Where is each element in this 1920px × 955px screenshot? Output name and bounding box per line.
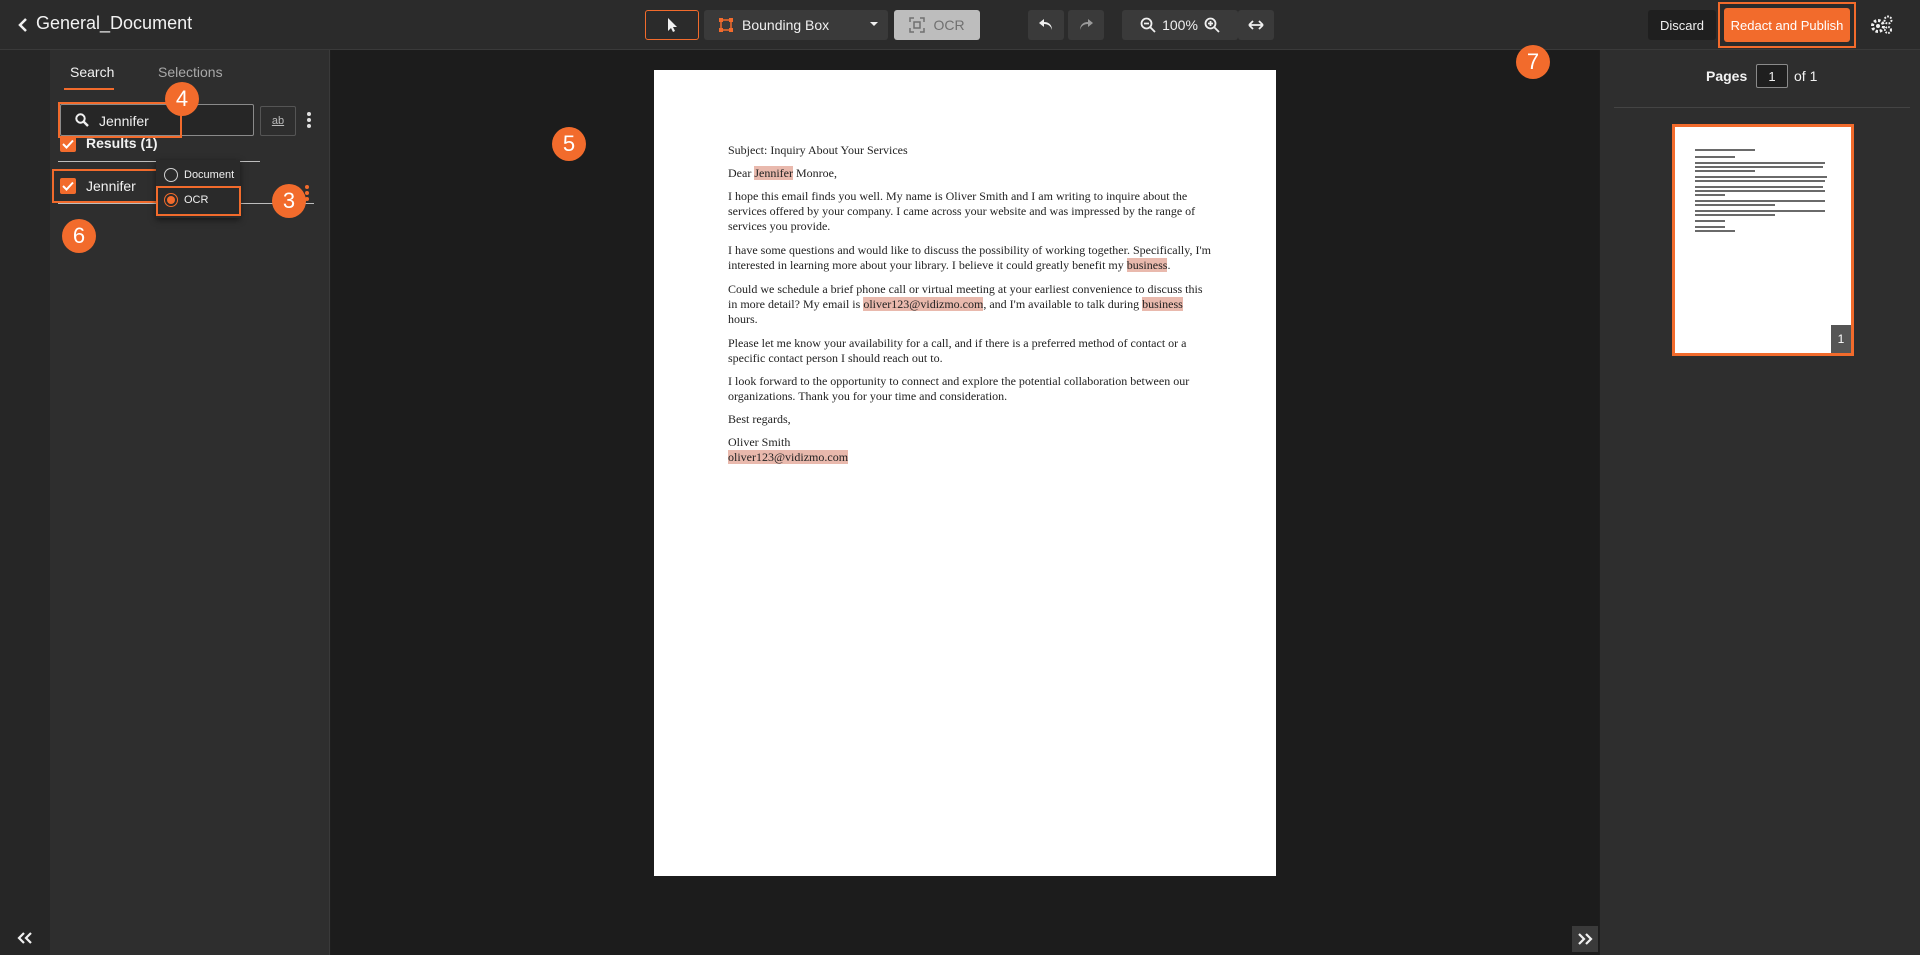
doc-signature-email (728, 450, 1208, 465)
fit-width-button[interactable] (1238, 10, 1274, 40)
zoom-level: 100% (1162, 17, 1198, 33)
bounding-box-icon (718, 17, 734, 33)
match-case-button[interactable]: ab (260, 106, 296, 136)
radio-document[interactable] (164, 168, 178, 182)
result-item-checkbox[interactable] (60, 178, 76, 194)
thumbnail-page-number: 1 (1831, 325, 1851, 353)
redaction-highlight[interactable]: oliver123@vidizmo.com (728, 450, 849, 464)
tab-search[interactable]: Search (70, 64, 115, 80)
option-document[interactable]: Document (164, 165, 234, 185)
redo-icon (1078, 18, 1094, 32)
results-header: Results (1) (86, 135, 158, 151)
ocr-scan-icon (909, 17, 925, 33)
left-rail (0, 50, 50, 955)
redaction-highlight[interactable]: oliver123@vidizmo.com (863, 297, 984, 311)
doc-signature-name: Oliver Smith (728, 435, 791, 449)
doc-subject: Subject: Inquiry About Your Services (728, 143, 908, 157)
redact-and-publish-button[interactable]: Redact and Publish (1724, 8, 1850, 42)
doc-paragraph-2: I have some questions and would like to discuss the possibility of working together. Specifically, I'm interested in learning more about your library. I believe it could greatly benefit my business. (728, 243, 1211, 272)
gears-icon (1870, 15, 1894, 35)
zoom-controls (1122, 10, 1238, 40)
double-chevron-right-icon (1577, 932, 1593, 946)
active-tab-indicator (64, 88, 114, 90)
page-number-input[interactable]: 1 (1756, 64, 1788, 88)
undo-button[interactable] (1028, 10, 1064, 40)
redaction-highlight[interactable]: business (1142, 297, 1183, 311)
step-badge-4: 4 (165, 82, 199, 116)
step-badge-7: 7 (1516, 45, 1550, 79)
option-ocr[interactable]: OCR (164, 190, 208, 210)
doc-paragraph-3: Could we schedule a brief phone call or virtual meeting at your earliest convenience to discuss this in more detail? My email is oliver123@vidizmo.com, and I'm available to talk during business hours. (728, 282, 1203, 326)
chevron-left-icon (17, 17, 29, 33)
page-thumbnail[interactable] (1672, 124, 1854, 356)
doc-greeting: Dear Jennifer Monroe, (728, 166, 837, 180)
zoom-in-icon[interactable] (1204, 17, 1220, 33)
ocr-button[interactable] (894, 10, 980, 40)
doc-paragraph-5: I look forward to the opportunity to connect and explore the potential collaboration between our organizations. Thank you for your time and consideration. (728, 374, 1190, 403)
select-tool-button[interactable] (645, 10, 699, 40)
search-options-menu-icon[interactable] (304, 110, 314, 130)
doc-closing: Best regards, (728, 412, 791, 426)
settings-button[interactable] (1868, 12, 1896, 38)
zoom-out-icon[interactable] (1140, 17, 1156, 33)
fit-width-icon (1248, 19, 1264, 31)
cursor-icon (665, 17, 679, 33)
pages-panel (1600, 50, 1920, 955)
step-badge-5: 5 (552, 127, 586, 161)
page-count: of 1 (1794, 68, 1818, 84)
select-all-results-checkbox[interactable] (60, 136, 76, 152)
back-button[interactable] (12, 14, 34, 36)
search-value: Jennifer (99, 113, 149, 129)
collapse-panel-button[interactable] (12, 928, 38, 948)
double-chevron-left-icon (16, 931, 34, 945)
top-toolbar (0, 0, 1920, 50)
document-title: General_Document (36, 13, 193, 33)
step-badge-3: 3 (272, 184, 306, 218)
tool-mode-label: Bounding Box (742, 17, 830, 33)
ocr-label: OCR (933, 17, 965, 33)
ocr-option-highlight-box (156, 186, 241, 216)
undo-icon (1038, 18, 1054, 32)
expand-right-panel-button[interactable] (1572, 926, 1598, 952)
doc-paragraph-4: Please let me know your availability for a call, and if there is a preferred method of contact or a specific contact person I should reach out to. (728, 336, 1187, 365)
pages-divider (1614, 107, 1910, 108)
checkmark-icon (62, 139, 74, 149)
doc-paragraph-1: I hope this email finds you well. My name is Oliver Smith and I am writing to inquire about the services offered by your company. I came across your website and was impressed by the range of services you provide. (728, 189, 1196, 233)
step-badge-6: 6 (62, 219, 96, 253)
redo-button[interactable] (1068, 10, 1104, 40)
discard-button[interactable]: Discard (1648, 10, 1716, 40)
pages-label: Pages (1706, 68, 1748, 84)
redaction-highlight[interactable]: Jennifer (754, 166, 793, 180)
tool-mode-dropdown[interactable] (704, 10, 888, 40)
document-page[interactable] (654, 70, 1276, 876)
checkmark-icon (62, 181, 74, 191)
redaction-highlight[interactable]: business (1126, 258, 1168, 272)
caret-down-icon (868, 18, 880, 30)
tab-selections[interactable]: Selections (158, 64, 223, 80)
search-highlight-box (58, 102, 182, 138)
result-item-label[interactable]: Jennifer (86, 178, 136, 194)
